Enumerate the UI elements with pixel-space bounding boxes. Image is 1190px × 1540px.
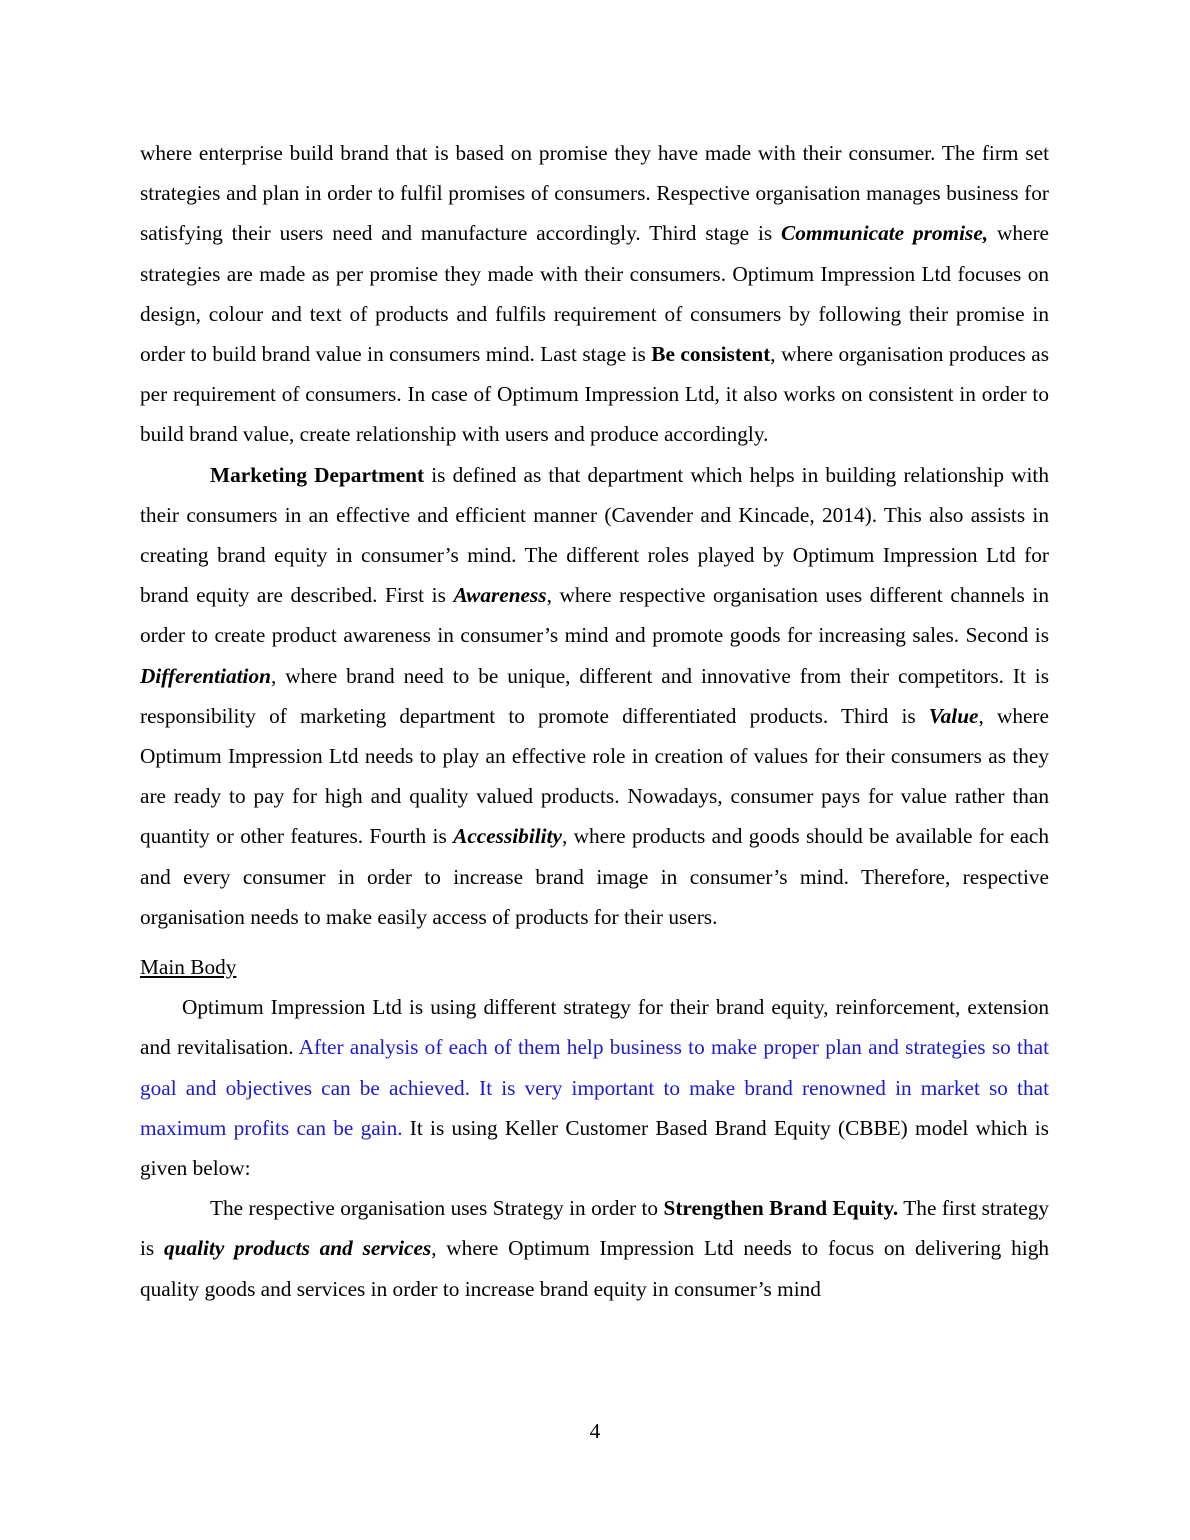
text-run: It is using Keller Customer Based Brand Equity (CBBE) model which is given below:	[140, 1115, 1049, 1181]
text-run: is defined as that department which helps in building relationship with their consumers in an effective and efficient manner (Cavender and Kincade, 2014). This also assists in creating brand equity in consumer’s mind. The different roles played by Optimum Impression Ltd for brand equity are described. First is	[140, 462, 1049, 608]
paragraph-brand-stages	[140, 133, 1049, 455]
paragraph-main-body-intro	[140, 987, 1049, 1188]
text-run: , where organisation produces as per requirement of consumers. In case of Optimum Impression Ltd, it also works on consistent in order to build brand value, create relationship with users and produce accordingly.	[140, 342, 1049, 447]
section-heading-main-body: Main Body	[140, 955, 237, 980]
term-accessibility: Accessibility	[453, 824, 562, 849]
text-run: , where products and goods should be available for each and every consumer in order to increase brand image in consumer’s mind. Therefore, respective organisation needs to make easily access of products for their users.	[140, 824, 1049, 929]
text-run: Optimum Impression Ltd is using different strategy for their brand equity, reinforcement, extension and revitalisation.	[140, 995, 1049, 1060]
term-strengthen-brand-equity: Strengthen Brand Equity.	[663, 1196, 899, 1221]
term-communicate-promise: Communicate promise,	[781, 221, 989, 246]
paragraph-marketing-department	[140, 455, 1049, 937]
text-run: , where brand need to be unique, different and innovative from their competitors. It is responsibility of marketing department to promote differentiated products. Third is	[140, 663, 1049, 728]
text-run: The respective organisation uses Strategy in order to	[210, 1196, 664, 1221]
highlighted-text: After analysis of each of them help business to make proper plan and strategies so that goal and objectives can be achieved. It is very important to make brand renowned in market so that maximum profits can be gain.	[140, 1035, 1049, 1140]
term-differentiation: Differentiation	[140, 663, 271, 688]
text-run: where strategies are made as per promise they made with their consumers. Optimum Impression Ltd focuses on design, colour and text of products and fulfils requirement of consumers by following their promise in order to build brand value in consumers mind. Last stage is	[140, 221, 1049, 367]
page-number: 4	[589, 1419, 601, 1443]
term-quality-products-and-services: quality products and services	[164, 1236, 432, 1261]
document-page	[140, 133, 1049, 1309]
term-awareness: Awareness	[453, 583, 547, 608]
term-marketing-department: Marketing Department	[210, 462, 425, 487]
paragraph-strengthen-brand-equity	[140, 1188, 1049, 1309]
text-run: The first strategy is	[140, 1196, 1049, 1261]
term-be-consistent: Be consistent	[651, 342, 771, 367]
term-value: Value	[928, 703, 979, 728]
text-run: , where respective organisation uses different channels in order to create product awareness in consumer’s mind and promote goods for increasing sales. Second is	[140, 583, 1049, 648]
text-run: , where Optimum Impression Ltd needs to play an effective role in creation of values for their consumers as they are ready to pay for high and quality valued products. Nowadays, consumer pays for value rather than quantity or other features. Fourth is	[140, 703, 1049, 849]
text-run: where enterprise build brand that is based on promise they have made with their consumer. The firm set strategies and plan in order to fulfil promises of consumers. Respective organisation manages business for satisfying their users need and manufacture accordingly. Third stage is	[140, 141, 1049, 246]
text-run: , where Optimum Impression Ltd needs to focus on delivering high quality goods and services in order to increase brand equity in consumer’s mind	[140, 1236, 1049, 1301]
